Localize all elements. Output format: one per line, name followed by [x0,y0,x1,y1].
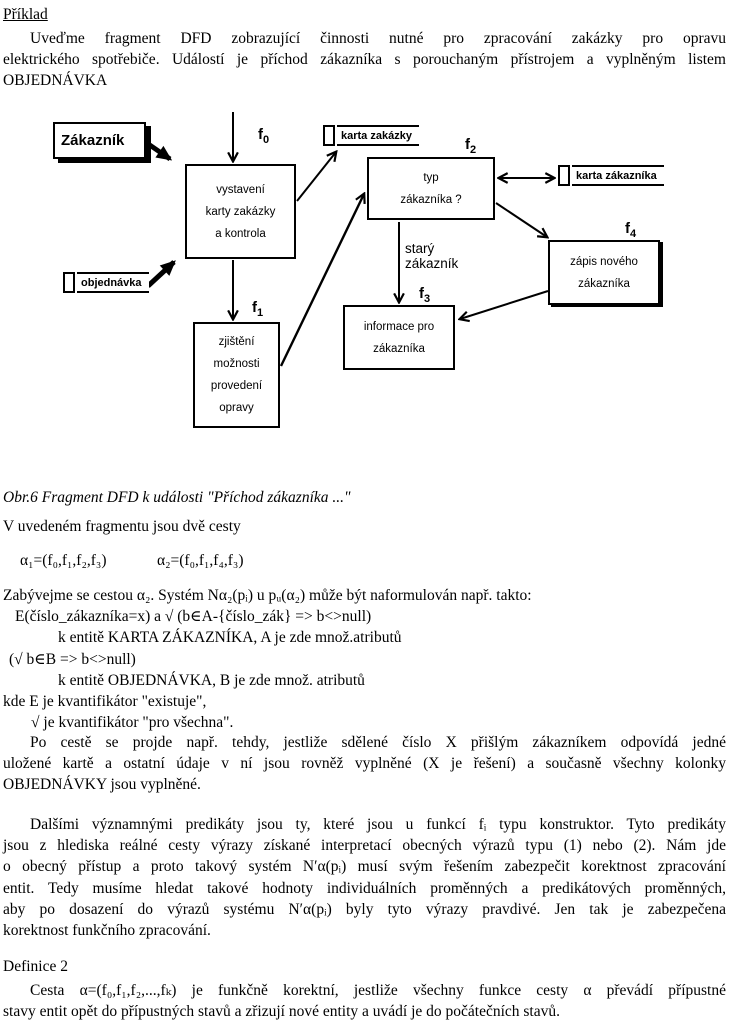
f-sub: 1 [257,307,264,319]
po-ceste-paragraph [3,732,726,796]
dfd-diagram [0,110,731,480]
text-line: elektrického spotřebiče. Událostí je příchod zákazníka s porouchaným přístrojem a vyplněným listem [3,51,726,69]
f-base: f [419,285,424,302]
store-bar-icon [63,272,75,293]
definice-paragraph [3,980,726,1022]
text-line: √ je kvantifikátor "pro všechna". [31,714,234,732]
text-line: korektnost funkčního zpracování. [3,922,211,940]
text-line: Zabývejme se cestou α₂. Systém Nα₂(pᵢ) u pᵤ(α₂) může být naformulován např. takto: [3,587,532,604]
text-line: entit. Tedy musíme hledat takové hodnoty individuálních proměnných a predikátových proměnných, [3,879,726,897]
page-title: Příklad [3,6,48,23]
f-base: f [252,299,257,316]
text-line: stavy entit opět do přípustných stavů a zřizují nové entity a uvádí je do počátečních stavů. [3,1003,560,1021]
paths-intro: V uvedeném fragmentu jsou dvě cesty [3,518,241,535]
label-f4 [625,220,636,240]
f-base: f [258,126,263,143]
alpha1-formula: α₁=(f₀,f₁,f₂,f₃) [20,552,107,569]
label-f2 [465,136,476,156]
process-label-line: zápis nového [570,255,638,268]
f-sub: 2 [470,144,477,156]
edge-f0-to-karta-zakazky [297,152,336,201]
store-label: karta zákazníka [572,165,664,186]
store-objednavka [63,272,149,293]
definice-heading: Definice 2 [3,958,68,975]
process-f3-informace [343,305,455,370]
store-karta-zakaznika [558,165,664,186]
intro-paragraph [3,28,726,92]
label-f0 [258,126,269,146]
process-label-line: a kontrola [215,227,266,240]
text-line: kde E je kvantifikátor "existuje", [3,692,207,710]
edge-objednavka-to-f0 [148,262,174,286]
text-line: Po cestě se projde např. tehdy, jestliže sdělené číslo X přišlým zákazníkem odpovídá jedné [30,734,726,751]
text-line: k entitě KARTA ZÁKAZNÍKA, A je zde množ.atributů [58,629,402,647]
process-label-line: informace pro [363,320,435,333]
text-line: aby po dosazení do výrazů systému N′α(pᵢ) byly tyto výrazy pravdivé. Jen tak je zabezpečena [3,900,726,918]
process-label-line: typ [423,171,439,184]
process-label-line: zákazníka [578,277,630,290]
store-bar-icon [323,125,335,146]
label-f1 [252,299,263,319]
text-line: uložené kartě a ostatní údaje v ní jsou rovněž vyplněné (X je řešení) a současně všechny kolonky [3,755,726,773]
f-base: f [625,220,630,237]
text-line: Uveďme fragment DFD zobrazující činnosti nutné pro zpracování zakázky pro opravu [30,30,726,47]
text-line: jsou z hlediska reálné cesty výrazy získané interpretací obecných výrazů typu (1) nebo (2). Nám jde [3,837,726,855]
dalsimi-paragraph [3,814,726,941]
entity-label: Zákazník [61,132,125,149]
store-karta-zakazky [323,125,419,146]
edge-f2-to-f4 [496,203,547,237]
text-line: Dalšími významnými predikáty jsou ty, které jsou u funkcí fᵢ typu konstruktor. Tyto predikáty [30,816,726,833]
f-sub: 3 [424,293,431,305]
store-label: objednávka [77,272,149,293]
f-sub: 4 [630,228,637,240]
process-label-line: vystavení [216,183,265,196]
process-label-line: opravy [219,402,254,414]
text-line: (√ b∈B => b<>null) [9,650,136,668]
process-label-line: možnosti [213,358,260,370]
text-line: OBJEDNÁVKY jsou vyplněné. [3,776,201,794]
process-f4-zapis [548,240,660,305]
figure-caption: Obr.6 Fragment DFD k události "Příchod zákazníka ..." [3,489,351,506]
store-label: karta zakázky [337,125,419,146]
edge-f4-to-f3 [460,291,548,319]
store-bar-icon [558,165,570,186]
text-line: k entitě OBJEDNÁVKA, B je zde množ. atributů [58,671,365,689]
process-label-line: zákazníka [373,342,425,355]
label-f3 [419,285,430,305]
process-f2-typ [367,157,495,220]
edge-label-line: starý [405,241,435,256]
text-line: o obecný přístup a proto takový systém N′α(pᵢ) musí svým řešením zabezpečit korektnost zpracování [3,858,726,876]
alpha2-formula: α₂=(f₀,f₁,f₄,f₃) [157,552,244,569]
process-label-line: zjištění [218,336,255,348]
f-base: f [465,136,470,153]
process-label-line: provedení [210,380,263,392]
process-label-line: karty zakázky [205,205,276,218]
process-label-line: zákazníka ? [400,193,462,206]
edge-label-stary-zakaznik [405,241,458,271]
f-sub: 0 [263,134,270,146]
text-line: OBJEDNÁVKA [3,72,108,90]
text-line: Cesta α=(f₀,f₁,f₂,...,fₖ) je funkčně korektní, jestliže všechny funkce cesty α převádí přípustné [30,982,726,999]
formula-block [3,586,726,734]
text-line: E(číslo_zákazníka=x) a √ (b∈A-{číslo_zák} => b<>null) [15,608,372,626]
edge-label-line: zákazník [405,256,459,271]
section-heading-wrap [3,6,726,24]
process-f0-vystaveni [185,164,296,259]
entity-zakaznik [53,122,146,159]
process-f1-zjisteni [193,322,280,428]
